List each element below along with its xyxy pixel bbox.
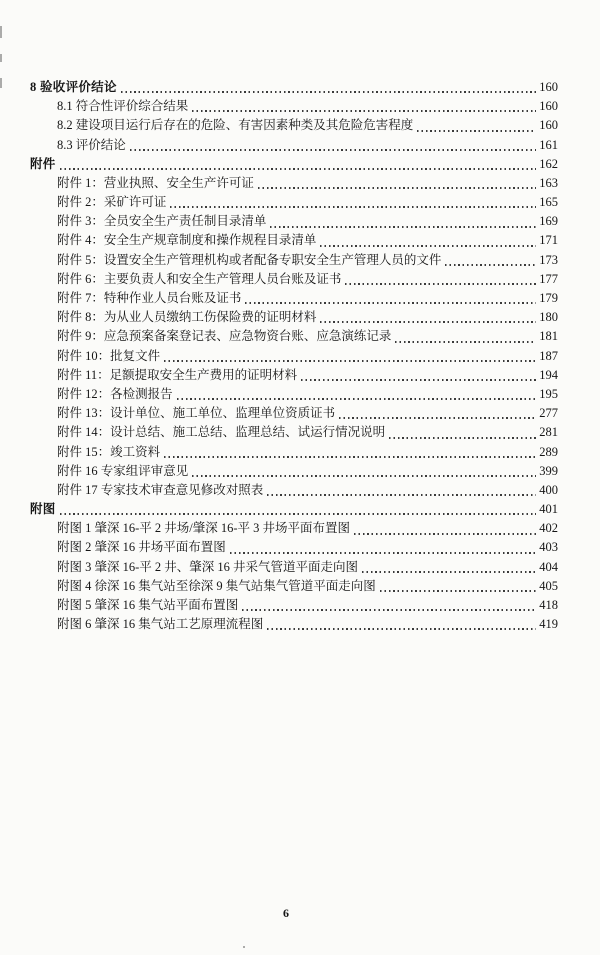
dot-leader bbox=[320, 321, 536, 323]
dot-leader bbox=[354, 533, 536, 535]
toc-entry[interactable] bbox=[30, 193, 558, 212]
toc-entry-page-number: 404 bbox=[539, 559, 558, 574]
dot-leader bbox=[192, 475, 536, 477]
toc-entry-page-number: 181 bbox=[539, 329, 558, 344]
toc-entry[interactable] bbox=[30, 251, 558, 270]
dot-leader bbox=[245, 302, 536, 304]
dot-leader bbox=[164, 456, 536, 458]
toc-entry[interactable] bbox=[30, 615, 558, 634]
toc-entry-page-number: 165 bbox=[539, 195, 558, 210]
toc-entry[interactable] bbox=[30, 443, 558, 462]
toc-entry-title: 附图 1 肇深 16-平 2 井场/肇深 16-平 3 井场平面布置图 bbox=[57, 521, 351, 536]
toc-entry-page-number: 179 bbox=[539, 291, 558, 306]
dot-leader bbox=[230, 552, 536, 554]
dot-leader bbox=[60, 168, 537, 170]
page-number: 6 bbox=[283, 906, 289, 920]
toc-entry[interactable] bbox=[30, 500, 558, 519]
toc-entry-title: 8.2 建设项目运行后存在的危险、有害因素种类及其危险危害程度 bbox=[57, 118, 414, 133]
toc-entry-page-number: 195 bbox=[539, 386, 558, 401]
toc-entry-title: 附件 16 专家组评审意见 bbox=[57, 463, 189, 478]
scan-artifact bbox=[243, 946, 245, 948]
toc-entry-title: 附图 6 肇深 16 集气站工艺原理流程图 bbox=[57, 617, 264, 632]
toc-entry[interactable] bbox=[30, 327, 558, 346]
toc-entry-title: 附件 2：采矿许可证 bbox=[57, 195, 167, 210]
toc-entry-page-number: 405 bbox=[539, 578, 558, 593]
dot-leader bbox=[242, 609, 536, 611]
dot-leader bbox=[170, 206, 536, 208]
toc-entry[interactable] bbox=[30, 155, 558, 174]
toc-entry[interactable] bbox=[30, 212, 558, 231]
toc-entry-title: 附件 4：安全生产规章制度和操作规程目录清单 bbox=[57, 233, 317, 248]
toc-entry[interactable] bbox=[30, 462, 558, 481]
toc-entry-page-number: 162 bbox=[539, 156, 558, 171]
toc-entry[interactable] bbox=[30, 97, 558, 116]
dot-leader bbox=[389, 437, 536, 439]
toc-entry-page-number: 160 bbox=[539, 99, 558, 114]
toc-entry-title: 附图 bbox=[30, 502, 56, 517]
scan-artifact bbox=[0, 78, 2, 88]
toc-entry-title: 附件 11：足额提取安全生产费用的证明材料 bbox=[57, 367, 298, 382]
toc-entry[interactable] bbox=[30, 289, 558, 308]
dot-leader bbox=[164, 360, 536, 362]
toc-entry-title: 附件 15：竣工资料 bbox=[57, 444, 161, 459]
toc-entry-page-number: 400 bbox=[539, 482, 558, 497]
dot-leader bbox=[258, 187, 536, 189]
toc-entry[interactable] bbox=[30, 136, 558, 155]
toc-entry-page-number: 402 bbox=[539, 521, 558, 536]
dot-leader bbox=[267, 628, 536, 630]
dot-leader bbox=[395, 341, 536, 343]
toc-entry[interactable] bbox=[30, 558, 558, 577]
toc-entry-page-number: 177 bbox=[539, 271, 558, 286]
toc-entry-page-number: 277 bbox=[539, 406, 558, 421]
dot-leader bbox=[177, 398, 537, 400]
toc-entry-title: 附件 6：主要负责人和安全生产管理人员台账及证书 bbox=[57, 271, 342, 286]
toc-entry-page-number: 180 bbox=[539, 310, 558, 325]
toc-entry-page-number: 187 bbox=[539, 348, 558, 363]
toc-entry-title: 附件 bbox=[30, 156, 56, 171]
toc-entry-page-number: 281 bbox=[539, 425, 558, 440]
toc-entry-title: 附件 12：各检测报告 bbox=[57, 386, 173, 401]
toc-entry[interactable] bbox=[30, 404, 558, 423]
dot-leader bbox=[192, 110, 536, 112]
toc-entry-title: 附件 5：设置安全生产管理机构或者配备专职安全生产管理人员的文件 bbox=[57, 252, 442, 267]
toc-list bbox=[30, 78, 558, 634]
toc-entry-title: 附图 5 肇深 16 集气站平面布置图 bbox=[57, 598, 239, 613]
toc-entry[interactable] bbox=[30, 116, 558, 135]
dot-leader bbox=[267, 494, 536, 496]
toc-entry-page-number: 173 bbox=[539, 252, 558, 267]
toc-entry-title: 附图 4 徐深 16 集气站至徐深 9 集气站集气管道平面走向图 bbox=[57, 578, 376, 593]
dot-leader bbox=[345, 283, 536, 285]
toc-entry-page-number: 169 bbox=[539, 214, 558, 229]
toc-entry-page-number: 160 bbox=[539, 118, 558, 133]
toc-entry-page-number: 289 bbox=[539, 444, 558, 459]
dot-leader bbox=[60, 513, 537, 515]
toc-entry[interactable] bbox=[30, 308, 558, 327]
dot-leader bbox=[417, 130, 536, 132]
toc-entry-title: 8 验收评价结论 bbox=[30, 79, 117, 94]
toc-entry-title: 附件 13：设计单位、施工单位、监理单位资质证书 bbox=[57, 406, 336, 421]
toc-entry-page-number: 161 bbox=[539, 137, 558, 152]
toc-entry[interactable] bbox=[30, 539, 558, 558]
toc-entry-title: 附件 1：营业执照、安全生产许可证 bbox=[57, 175, 254, 190]
toc-entry-page-number: 171 bbox=[539, 233, 558, 248]
toc-entry[interactable] bbox=[30, 577, 558, 596]
scan-artifact bbox=[0, 26, 2, 38]
toc-entry[interactable] bbox=[30, 270, 558, 289]
toc-entry[interactable] bbox=[30, 385, 558, 404]
dot-leader bbox=[121, 91, 536, 93]
toc-entry[interactable] bbox=[30, 596, 558, 615]
toc-entry-title: 附件 9：应急预案备案登记表、应急物资台账、应急演练记录 bbox=[57, 329, 392, 344]
toc-entry-title: 附件 8：为从业人员缴纳工伤保险费的证明材料 bbox=[57, 310, 317, 325]
dot-leader bbox=[339, 417, 536, 419]
dot-leader bbox=[380, 590, 536, 592]
dot-leader bbox=[445, 264, 536, 266]
dot-leader bbox=[270, 226, 536, 228]
toc-entry[interactable] bbox=[30, 174, 558, 193]
toc-entry[interactable] bbox=[30, 481, 558, 500]
dot-leader bbox=[130, 149, 536, 151]
toc-entry-page-number: 163 bbox=[539, 175, 558, 190]
toc-entry-title: 附图 2 肇深 16 井场平面布置图 bbox=[57, 540, 226, 555]
dot-leader bbox=[301, 379, 536, 381]
toc-entry-title: 附件 10：批复文件 bbox=[57, 348, 161, 363]
toc-entry[interactable] bbox=[30, 423, 558, 442]
toc-entry-page-number: 419 bbox=[539, 617, 558, 632]
toc-entry-title: 附图 3 肇深 16-平 2 井、肇深 16 井采气管道平面走向图 bbox=[57, 559, 359, 574]
toc-entry-page-number: 194 bbox=[539, 367, 558, 382]
dot-leader bbox=[362, 571, 536, 573]
toc-entry[interactable] bbox=[30, 519, 558, 538]
toc-entry-page-number: 403 bbox=[539, 540, 558, 555]
toc-entry[interactable] bbox=[30, 366, 558, 385]
toc-entry-title: 附件 17 专家技术审查意见修改对照表 bbox=[57, 482, 264, 497]
dot-leader bbox=[320, 245, 536, 247]
toc-entry-title: 附件 7：特种作业人员台账及证书 bbox=[57, 291, 242, 306]
toc-entry-title: 8.3 评价结论 bbox=[57, 137, 126, 152]
toc-entry-page-number: 399 bbox=[539, 463, 558, 478]
toc-entry-page-number: 401 bbox=[539, 502, 558, 517]
toc-entry-title: 8.1 符合性评价综合结果 bbox=[57, 99, 189, 114]
toc-entry-page-number: 160 bbox=[539, 79, 558, 94]
scan-artifact bbox=[0, 54, 2, 62]
toc-entry[interactable] bbox=[30, 347, 558, 366]
toc-entry[interactable] bbox=[30, 78, 558, 97]
toc-entry-title: 附件 3：全员安全生产责任制目录清单 bbox=[57, 214, 267, 229]
toc-entry-page-number: 418 bbox=[539, 598, 558, 613]
toc-entry-title: 附件 14：设计总结、施工总结、监理总结、试运行情况说明 bbox=[57, 425, 386, 440]
toc-entry[interactable] bbox=[30, 232, 558, 251]
